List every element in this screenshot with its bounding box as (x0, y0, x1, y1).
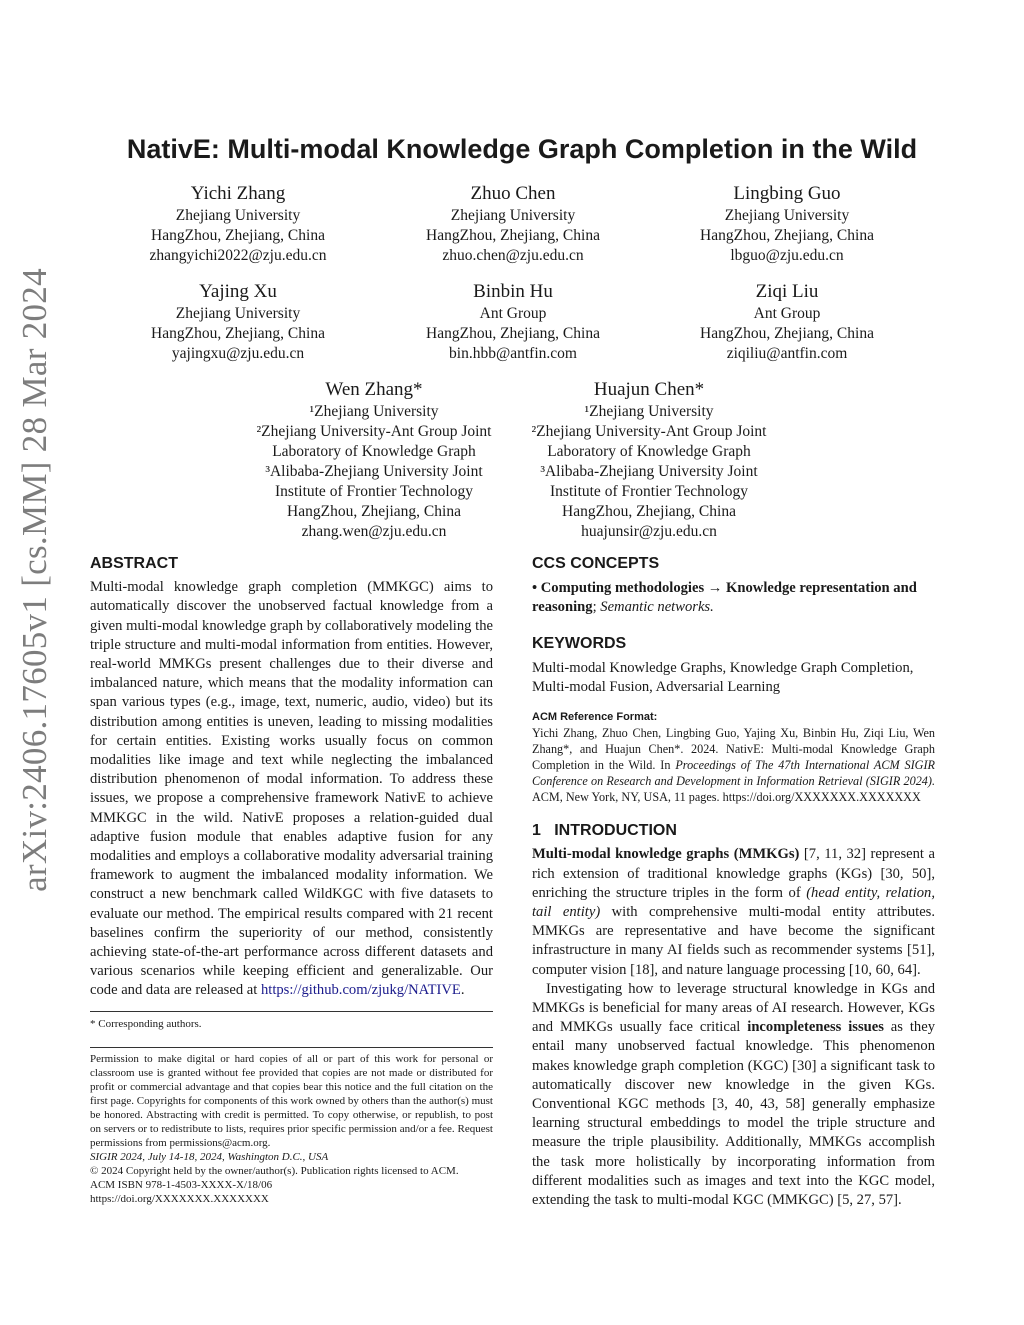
author-email[interactable]: zhuo.chen@zju.edu.cn (442, 247, 584, 264)
code-link[interactable]: https://github.com/zjukg/NATIVE (260, 982, 461, 999)
author-email[interactable]: lbguo@zju.edu.cn (730, 247, 844, 264)
acm-ref-proceedings: Proceedings of The 47th International ACM SIGIR Conference on Research and Development in Information Retrieval (SIGIR 2024). (532, 758, 935, 789)
abstract-body (90, 578, 493, 1000)
author-location: HangZhou, Zhejiang, China (562, 503, 736, 520)
author-name: Yajing Xu (199, 281, 277, 302)
intro-term: incompleteness issues (747, 1019, 884, 1036)
ccs-body (532, 579, 935, 617)
author-affiliation: Zhejiang University (724, 207, 850, 224)
intro-italic: (head entity, relation, tail entity) (532, 884, 935, 921)
left-column (90, 554, 493, 1206)
intro-text: as they entail many unobserved factual knowledge. This phenomenon makes knowledge graph completion (KGC) [30] a significant task to automatically discover new knowledge in the given KGs. Conventional KGC methods [3, 40, 43, 58] generally emphasize learning structural embeddings to model the triple structure and measure the triple plausibility. Additionally, MMKGs accomplish the task more holistically by incorporating information from different modalities such as images and text into the KGC model, extending the task to multi-modal KGC (MMKGC) [5, 27, 57]. (532, 1019, 935, 1209)
author-email[interactable]: huajunsir@zju.edu.cn (581, 523, 717, 540)
author-location: HangZhou, Zhejiang, China (151, 325, 325, 342)
author-affiliation: ³Alibaba-Zhejiang University Joint (540, 463, 758, 480)
keywords-heading: KEYWORDS (532, 634, 627, 652)
author-affiliation: Ant Group (479, 305, 547, 322)
intro-paragraph (532, 980, 935, 1210)
intro-paragraph (532, 845, 935, 979)
copyright-text: © 2024 Copyright held by the owner/author(s). Publication rights licensed to ACM. (90, 1164, 459, 1177)
author-location: HangZhou, Zhejiang, China (700, 227, 874, 244)
right-column (532, 554, 935, 1210)
footnote: * Corresponding authors. (90, 1017, 202, 1030)
isbn-text: ACM ISBN 978-1-4503-XXXX-X/18/06 (90, 1178, 273, 1191)
keywords-body: Multi-modal Knowledge Graphs, Knowledge Graph Completion, Multi-modal Fusion, Adversarial Learning (532, 659, 914, 696)
venue-text: SIGIR 2024, July 14-18, 2024, Washington D.C., USA (90, 1150, 329, 1163)
author-location: HangZhou, Zhejiang, China (426, 325, 600, 342)
author-block (118, 280, 358, 364)
author-email[interactable]: ziqiliu@antfin.com (726, 345, 848, 362)
ccs-heading: CCS CONCEPTS (532, 555, 660, 572)
author-block (667, 280, 907, 364)
author-affiliation: Institute of Frontier Technology (275, 483, 473, 500)
arxiv-sidebar-stamp: arXiv:2406.17605v1 [cs.MM] 28 Mar 2024 (15, 268, 54, 892)
author-affiliation: ³Alibaba-Zhejiang University Joint (265, 463, 483, 480)
author-name: Huajun Chen* (593, 379, 705, 400)
author-affiliation: Zhejiang University (175, 207, 301, 224)
footnote-rule (90, 1011, 493, 1012)
author-affiliation: Institute of Frontier Technology (550, 483, 748, 500)
intro-term: Multi-modal knowledge graphs (MMKGs) (532, 846, 800, 863)
abstract-text: Multi-modal knowledge graph completion (MMKGC) aims to automatically discover the unobserved factual knowledge from a given multi-modal knowledge graph by collaboratively modeling the triple structure and multi-modal information from entities. However, real-world MMKGs present challenges due to their diverse and imbalanced nature, which means that the modality information can span various types (e.g., image, text, numeric, audio, video) but its distribution among entities is uneven, leading to missing modalities for certain entities. Existing works usually focus on common modalities like image and text while neglecting the imbalanced distribution phenomenon of modal information. To address these issues, we propose a comprehensive framework NativE to achieve MMKGC in the wild. NativE proposes a relation-guided dual adaptive fusion module that enables adaptive fusion for any modalities and employs a collaborative modality adversarial training framework to augment the imbalanced modality information. We construct a new benchmark called WildKGC with five datasets to evaluate our method. The empirical results compared with 21 recent baselines confirm the superiority of our method, consistently achieving state-of-the-art performance across different datasets and various scenarios while keeping efficient and generalizable. Our code and data are released at (90, 579, 493, 999)
author-name: Zhuo Chen (470, 183, 556, 204)
ccs-separator: ; (592, 599, 601, 616)
abstract-heading: ABSTRACT (90, 555, 178, 572)
intro-text: with comprehensive multi-modal entity attributes. MMKGs are representative and have become the significant infrastructure in many AI fields such as recommender systems [51], computer vision [18], and nature language processing [10, 60, 64]. (532, 904, 935, 978)
ccs-sub-concept: Semantic networks. (600, 599, 714, 616)
permission-block (90, 1052, 493, 1206)
paper-title: NativE: Multi-modal Knowledge Graph Completion in the Wild (126, 134, 918, 164)
author-location: HangZhou, Zhejiang, China (287, 503, 461, 520)
author-email[interactable]: yajingxu@zju.edu.cn (171, 345, 305, 362)
acm-ref-heading: ACM Reference Format: (532, 711, 658, 724)
author-name: Binbin Hu (473, 281, 553, 302)
author-location: HangZhou, Zhejiang, China (700, 325, 874, 342)
author-affiliation: Laboratory of Knowledge Graph (272, 443, 476, 460)
intro-text: [7, 11, 32] represent a rich extension of traditional knowledge graphs (KGs) [30, 50], enriching the structure triples in the form of (532, 846, 935, 901)
author-email[interactable]: bin.hbb@antfin.com (449, 345, 577, 362)
doi-text[interactable]: https://doi.org/XXXXXXX.XXXXXXX (90, 1192, 269, 1205)
author-location: HangZhou, Zhejiang, China (151, 227, 325, 244)
permission-rule (90, 1047, 493, 1048)
author-location: HangZhou, Zhejiang, China (426, 227, 600, 244)
acm-ref-part: Yichi Zhang, Zhuo Chen, Lingbing Guo, Yajing Xu, Binbin Hu, Ziqi Liu, Wen Zhang*, and Huajun Chen*. 2024. NativE: Multi-modal Knowledge Graph Completion in the Wild. In (532, 726, 935, 773)
author-block (118, 182, 358, 266)
author-block (509, 378, 789, 542)
ccs-concept: • Computing methodologies → Knowledge representation and reasoning (532, 580, 917, 616)
author-name: Wen Zhang* (325, 379, 423, 400)
intro-heading: 1 INTRODUCTION (532, 822, 677, 840)
author-name: Ziqi Liu (755, 281, 819, 302)
author-affiliation: Zhejiang University (450, 207, 576, 224)
author-block (393, 182, 633, 266)
author-affiliation: Ant Group (753, 305, 821, 322)
acm-reference (532, 709, 935, 805)
intro-text: Investigating how to leverage structural knowledge in KGs and MMKGs is beneficial for many areas of AI research. However, KGs and MMKGs usually face critical (532, 980, 935, 1036)
author-affiliation: Laboratory of Knowledge Graph (547, 443, 751, 460)
author-email[interactable]: zhangyichi2022@zju.edu.cn (149, 247, 327, 264)
author-affiliation: ¹Zhejiang University (309, 403, 439, 420)
author-block (234, 378, 514, 542)
author-affiliation: Zhejiang University (175, 305, 301, 322)
abstract-end: . (460, 982, 465, 999)
permission-text: Permission to make digital or hard copies of all or part of this work for personal or classroom use is granted without fee provided that copies are not made or distributed for profit or commercial advantage and that copies bear this notice and the full citation on the first page. Copyrights for components of this work owned by others than the author(s) must be honored. Abstracting with credit is permitted. To copy otherwise, or republish, to post on servers or to redistribute to lists, requires prior specific permission and/or a fee. Request permissions from permissions@acm.org. (90, 1052, 493, 1149)
author-affiliation: ²Zhejiang University-Ant Group Joint (531, 423, 767, 440)
acm-ref-text (532, 725, 935, 805)
author-name: Yichi Zhang (190, 183, 286, 204)
author-block (393, 280, 633, 364)
author-affiliation: ²Zhejiang University-Ant Group Joint (256, 423, 492, 440)
author-name: Lingbing Guo (733, 183, 841, 204)
acm-ref-part: ACM, New York, NY, USA, 11 pages. https://doi.org/XXXXXXX.XXXXXXX (532, 790, 921, 805)
author-block (667, 182, 907, 266)
author-affiliation: ¹Zhejiang University (584, 403, 714, 420)
author-email[interactable]: zhang.wen@zju.edu.cn (301, 523, 447, 540)
